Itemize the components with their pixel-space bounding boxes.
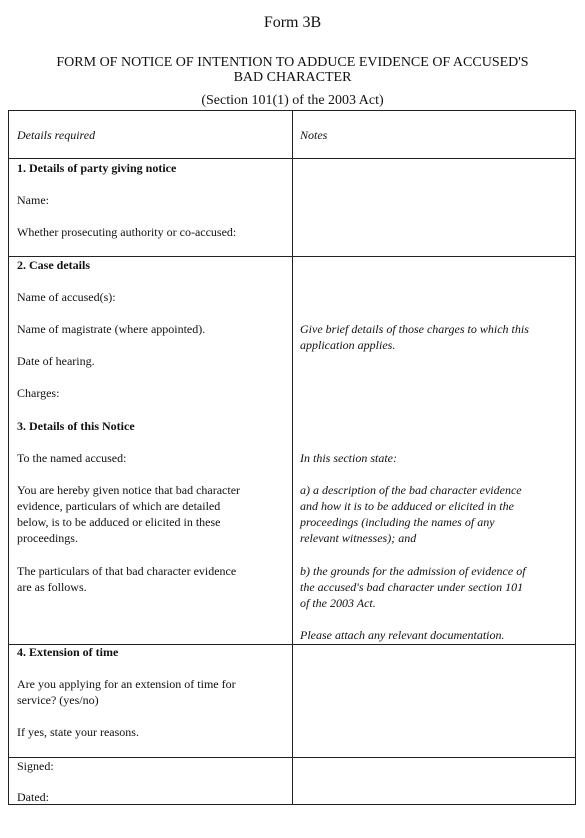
notice-text-line-4: proceedings. <box>17 531 78 545</box>
field-magistrate-name[interactable]: Name of magistrate (where appointed). <box>17 322 206 336</box>
particulars-line-1: The particulars of that bad character evidence <box>17 564 237 578</box>
form-title <box>10 55 575 85</box>
form-number: Form 3B <box>263 14 322 31</box>
field-named-accused[interactable]: To the named accused: <box>17 451 127 465</box>
note-section-state: In this section state: <box>300 451 397 465</box>
note-a-line-2: and how it is to be adduced or elicited in the <box>300 499 514 513</box>
notice-text-line-2: evidence, particulars of which are detailed <box>17 499 221 513</box>
note-charges-line-2: application applies. <box>300 338 396 352</box>
note-charges-line-1: Give brief details of those charges to which this <box>300 322 529 336</box>
row-divider-section-4 <box>8 757 576 758</box>
field-signed[interactable]: Signed: <box>17 759 54 773</box>
section-3-heading: 3. Details of this Notice <box>17 419 135 433</box>
row-divider-section-1 <box>8 256 576 257</box>
note-a-line-4: relevant witnesses); and <box>300 531 417 545</box>
particulars-line-2[interactable]: are as follows. <box>17 580 87 594</box>
note-a-line-3: proceedings (including the names of any <box>300 515 495 529</box>
section-2-heading: 2. Case details <box>17 258 90 272</box>
note-b-line-1: b) the grounds for the admission of evidence of <box>300 564 526 578</box>
section-1-heading: 1. Details of party giving notice <box>17 161 177 175</box>
field-accused-name[interactable]: Name of accused(s): <box>17 290 116 304</box>
column-header-notes: Notes <box>300 128 328 142</box>
row-divider-header <box>8 158 576 159</box>
extension-question-line-1[interactable]: Are you applying for an extension of time for <box>17 677 236 691</box>
field-charges[interactable]: Charges: <box>17 386 60 400</box>
notice-text-line-1: You are hereby given notice that bad character <box>17 483 241 497</box>
field-dated[interactable]: Dated: <box>17 790 49 804</box>
extension-question-line-2[interactable]: service? (yes/no) <box>17 693 99 707</box>
notice-text-line-3: below, is to be adduced or elicited in these <box>17 515 221 529</box>
field-name[interactable]: Name: <box>17 193 49 207</box>
field-extension-reasons[interactable]: If yes, state your reasons. <box>17 725 139 739</box>
note-b-line-3: of the 2003 Act. <box>300 596 376 610</box>
note-b-line-2: the accused's bad character under section 101 <box>300 580 524 594</box>
form-title-line-1: FORM OF NOTICE OF INTENTION TO ADDUCE EVIDENCE OF ACCUSED'S <box>56 55 529 70</box>
field-party-type[interactable]: Whether prosecuting authority or co-accused: <box>17 225 237 239</box>
section-4-heading: 4. Extension of time <box>17 645 119 659</box>
field-hearing-date[interactable]: Date of hearing. <box>17 354 95 368</box>
note-attach-documents: Please attach any relevant documentation. <box>300 628 505 642</box>
note-a-line-1: a) a description of the bad character evidence <box>300 483 522 497</box>
form-title-line-2: BAD CHARACTER <box>233 70 352 85</box>
column-divider <box>292 110 293 805</box>
column-header-details: Details required <box>17 128 96 142</box>
form-subtitle: (Section 101(1) of the 2003 Act) <box>201 93 384 108</box>
